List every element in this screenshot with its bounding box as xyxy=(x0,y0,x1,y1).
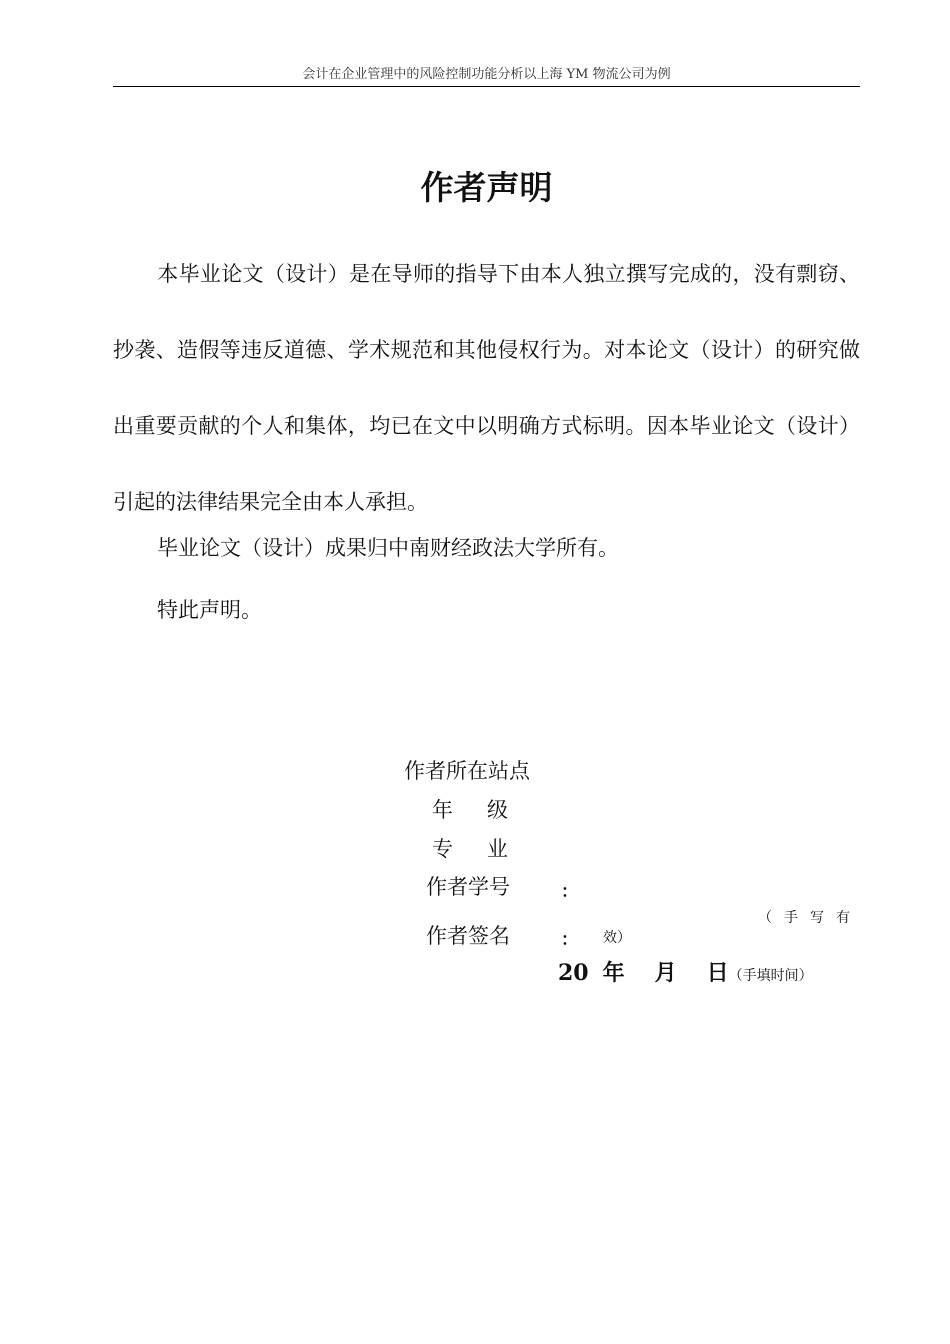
major-label xyxy=(432,834,508,864)
signature-label: 作者签名 xyxy=(426,924,510,948)
declaration-paragraph-1 xyxy=(113,236,860,540)
grade-label-char-2: 级 xyxy=(487,798,508,822)
month-unit: 月 xyxy=(654,960,677,986)
signature-colon: ： xyxy=(561,930,578,950)
grade-label xyxy=(432,795,508,825)
student-id-label: 作者学号 xyxy=(426,875,510,899)
signature-note-part2: 效） xyxy=(603,930,631,946)
declaration-paragraph-2: 毕业论文（设计）成果归中南财经政法大学所有。 xyxy=(157,536,619,560)
year-unit: 年 xyxy=(602,960,625,986)
year-prefix: 20 xyxy=(558,960,589,986)
header-rule xyxy=(113,86,860,87)
running-header: 会计在企业管理中的风险控制功能分析以上海 YM 物流公司为例 xyxy=(302,67,671,82)
page-title: 作者声明 xyxy=(420,168,553,207)
major-label-char-2: 业 xyxy=(487,837,508,861)
date-note: （手填时间） xyxy=(728,968,813,984)
declaration-paragraph-3: 特此声明。 xyxy=(157,598,262,622)
site-label: 作者所在站点 xyxy=(404,759,530,783)
major-label-char-1: 专 xyxy=(432,837,453,861)
student-id-colon: ： xyxy=(561,882,578,902)
day-unit: 日 xyxy=(706,960,729,986)
declaration-paragraph-1-text: 本毕业论文（设计）是在导师的指导下由本人独立撰写完成的，没有剽窃、抄袭、造假等违反道德、学术规范和其他侵权行为。对本论文（设计）的研究做出重要贡献的个人和集体，均已在文中以明确方式标明。因本毕业论文（设计）引起的法律结果完全由本人承担。 xyxy=(113,262,860,514)
signature-note-part1: （手写有 xyxy=(758,910,862,926)
grade-label-char-1: 年 xyxy=(432,798,453,822)
date-row xyxy=(558,958,813,991)
